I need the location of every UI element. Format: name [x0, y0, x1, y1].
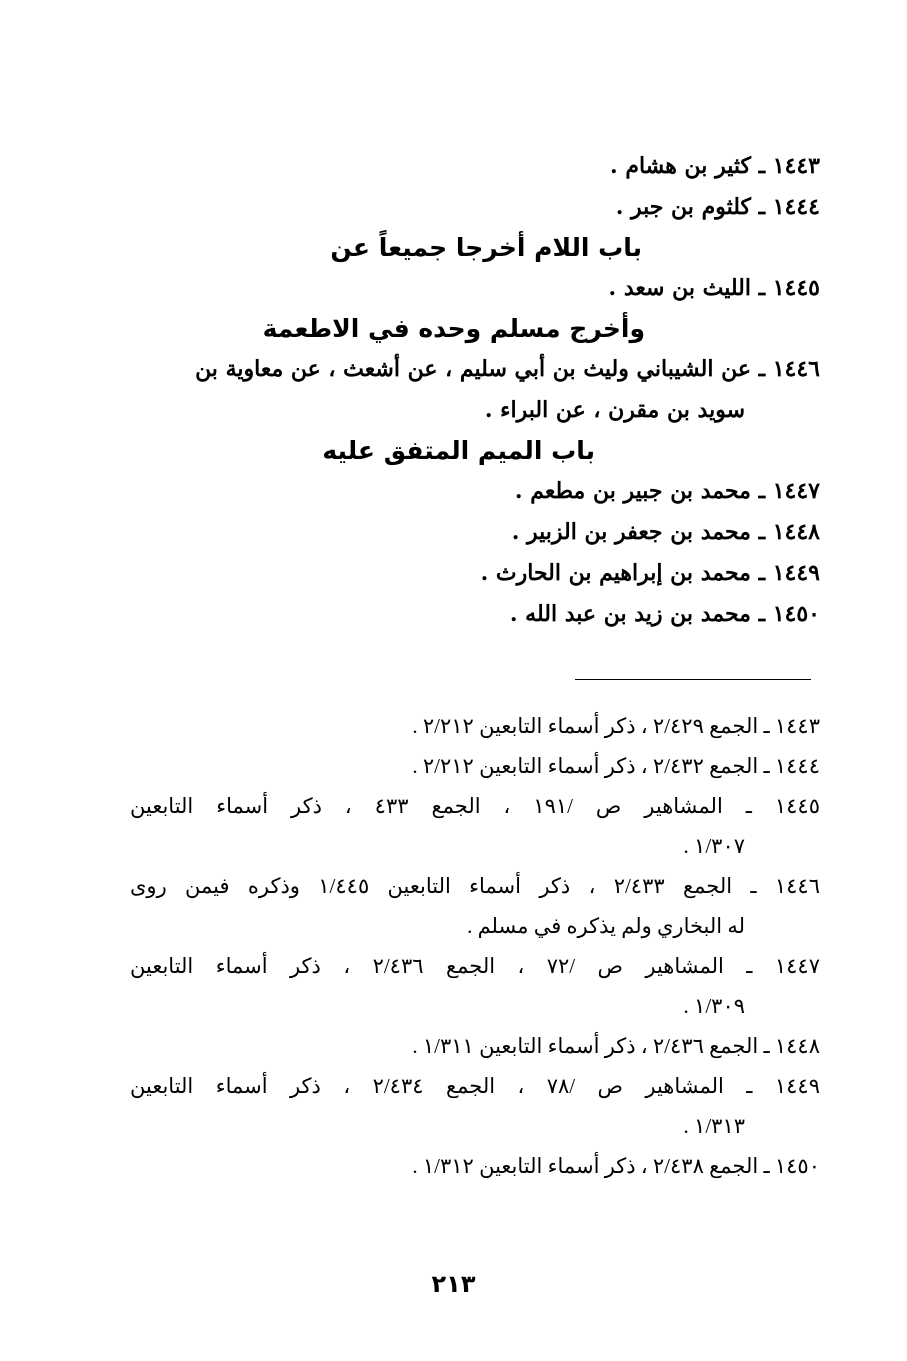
footnote-1450: ١٤٥٠ ـ الجمع ٢/٤٣٨ ، ذكر أسماء التابعين ١/٣١٢ . [412, 1154, 820, 1178]
entry-1443: ١٤٤٣ ـ كثير بن هشام . [610, 153, 820, 179]
entry-1447: ١٤٤٧ ـ محمد بن جبير بن مطعم . [514, 478, 820, 504]
footnote-1447-line-1: ١٤٤٧ ـ المشاهير ص /٧٢ ، الجمع ٢/٤٣٦ ، ذكر أسماء التابعين [130, 954, 820, 978]
footnote-1449-line-1: ١٤٤٩ ـ المشاهير ص /٧٨ ، الجمع ٢/٤٣٤ ، ذكر أسماء التابعين [130, 1074, 820, 1098]
footnote-1446-line-1: ١٤٤٦ ـ الجمع ٢/٤٣٣ ، ذكر أسماء التابعين ١/٤٤٥ وذكره فيمن روى [130, 874, 820, 898]
entry-1450: ١٤٥٠ ـ محمد بن زيد بن عبد الله . [509, 601, 820, 627]
footnote-1447-line-2: ١/٣٠٩ . [683, 994, 745, 1018]
footnote-1449 [130, 1066, 820, 1146]
footnote-1446 [130, 866, 820, 946]
entry-1446 [130, 349, 820, 431]
page-number: ٢١٣ [431, 1270, 476, 1298]
footnote-1445 [130, 786, 820, 866]
entry-1449: ١٤٤٩ ـ محمد بن إبراهيم بن الحارث . [480, 560, 820, 586]
entry-1446-line-2: سويد بن مقرن ، عن البراء . [484, 397, 745, 423]
footnote-1446-line-2: له البخاري ولم يذكره في مسلم . [467, 914, 745, 938]
entry-1446-line-1: ١٤٤٦ ـ عن الشيباني وليث بن أبي سليم ، عن أشعث ، عن معاوية بن [195, 356, 820, 382]
section-heading-mim: باب الميم المتفق عليه [322, 436, 595, 465]
footnote-1449-line-2: ١/٣١٣ . [683, 1114, 745, 1138]
footnote-1448: ١٤٤٨ ـ الجمع ٢/٤٣٦ ، ذكر أسماء التابعين ١/٣١١ . [412, 1034, 820, 1058]
main-text [130, 146, 820, 635]
footnote-1445-line-1: ١٤٤٥ ـ المشاهير ص /١٩١ ، الجمع ٤٣٣ ، ذكر أسماء التابعين [130, 794, 820, 818]
entry-1448: ١٤٤٨ ـ محمد بن جعفر بن الزبير . [511, 519, 820, 545]
footnote-1444: ١٤٤٤ ـ الجمع ٢/٤٣٢ ، ذكر أسماء التابعين ٢/٢١٢ . [412, 754, 820, 778]
entry-1444: ١٤٤٤ ـ كلثوم بن جبر . [615, 194, 820, 220]
footnote-1447 [130, 946, 820, 1026]
footnotes [130, 706, 820, 1186]
footnote-1445-line-2: ١/٣٠٧ . [683, 834, 745, 858]
footnote-1443: ١٤٤٣ ـ الجمع ٢/٤٢٩ ، ذكر أسماء التابعين ٢/٢١٢ . [412, 714, 820, 738]
section-heading-lam: باب اللام أخرجا جميعاً عن [330, 233, 642, 262]
footnote-separator [575, 679, 811, 680]
entry-1445: ١٤٤٥ ـ الليث بن سعد . [608, 275, 820, 301]
section-heading-muslim-alone: وأخرج مسلم وحده في الاطعمة [262, 314, 645, 343]
